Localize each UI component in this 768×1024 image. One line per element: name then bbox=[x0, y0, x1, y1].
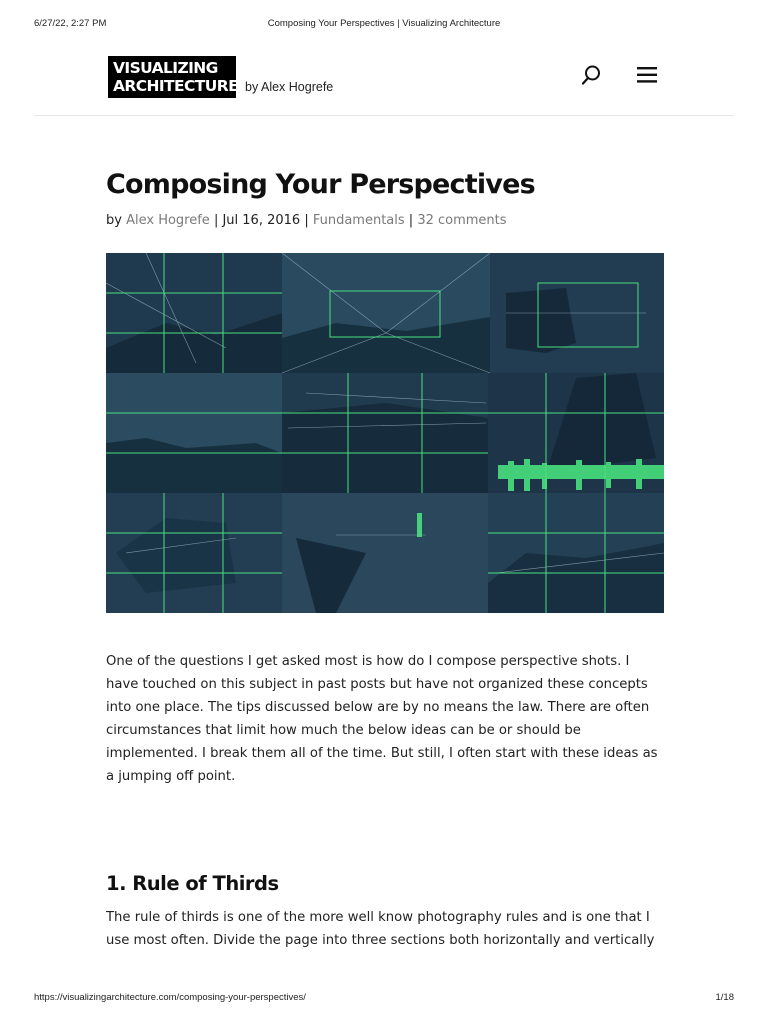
print-header bbox=[34, 18, 734, 32]
logo-line-1: VISUALIZING bbox=[113, 59, 218, 77]
category-link[interactable]: Fundamentals bbox=[312, 213, 405, 228]
site-header bbox=[34, 48, 734, 116]
print-url: https://visualizingarchitecture.com/composing-your-perspectives/ bbox=[34, 992, 306, 1003]
print-document-title: Composing Your Perspectives | Visualizing Architecture bbox=[267, 18, 501, 29]
hamburger-menu-icon[interactable] bbox=[635, 64, 659, 86]
meta-separator: | bbox=[404, 213, 418, 228]
logo-line-2: ARCHITECTURE bbox=[113, 77, 239, 95]
author-link[interactable]: Alex Hogrefe bbox=[126, 213, 210, 228]
search-icon[interactable] bbox=[580, 64, 602, 86]
site-logo[interactable] bbox=[108, 56, 239, 98]
print-footer bbox=[34, 992, 734, 1006]
post-title: Composing Your Perspectives bbox=[106, 169, 535, 200]
section-heading: 1. Rule of Thirds bbox=[106, 872, 279, 895]
intro-paragraph: One of the questions I get asked most is how do I compose perspective shots. I have touched on this subject in past posts but have not organized these concepts into one place. The tips discussed below are by no means the law. There are often circumstances that limit how much the below ideas can be or should be implemented. I break them all of the time. But still, I often start with these ideas as a jumping off point. bbox=[106, 654, 658, 784]
site-tagline: by Alex Hogrefe bbox=[245, 80, 334, 94]
meta-separator: | bbox=[209, 213, 223, 228]
post-date: Jul 16, 2016 bbox=[222, 213, 301, 228]
featured-image bbox=[106, 253, 664, 613]
post-meta bbox=[106, 212, 664, 230]
meta-by-label: by bbox=[106, 213, 122, 228]
print-date: 6/27/22, 2:27 PM bbox=[34, 18, 107, 29]
meta-separator: | bbox=[300, 213, 313, 228]
section-paragraph: The rule of thirds is one of the more well know photography rules and is one that I use most often. Divide the page into three sections both horizontally and vertically bbox=[106, 910, 655, 948]
page-number: 1/18 bbox=[715, 992, 734, 1003]
comments-link[interactable]: 32 comments bbox=[417, 213, 507, 228]
